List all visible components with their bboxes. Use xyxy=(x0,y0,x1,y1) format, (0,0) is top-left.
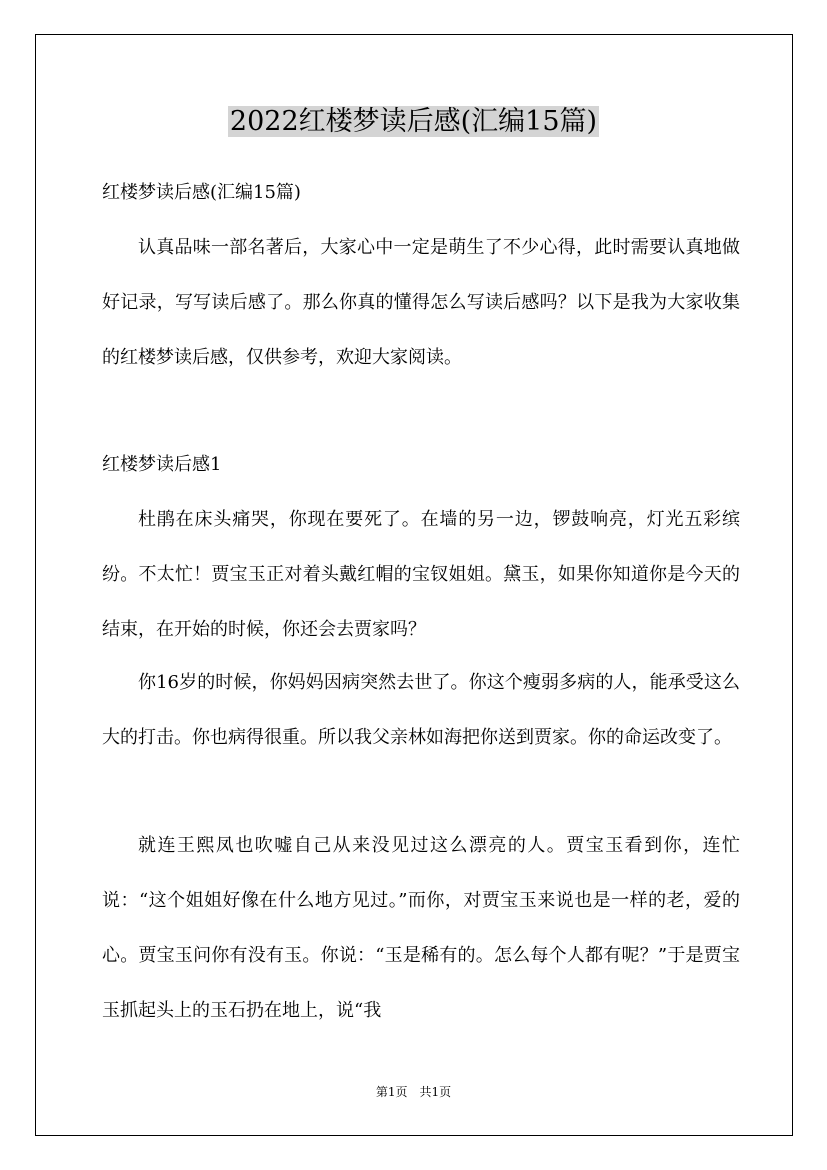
paragraph-block-2 xyxy=(102,655,740,765)
body-paragraph: 你16岁的时候，你妈妈因病突然去世了。你这个瘦弱多病的人，能承受这么大的打击。你也病得很重。所以我父亲林如海把你送到贾家。你的命运改变了。 xyxy=(102,672,740,748)
page-footer xyxy=(0,1083,827,1101)
intro-block xyxy=(102,220,740,385)
page-number: 第1页 共1页 xyxy=(375,1085,452,1099)
body-paragraph: 杜鹃在床头痛哭，你现在要死了。在墙的另一边，锣鼓响亮，灯光五彩缤纷。不太忙！贾宝玉正对着头戴红帽的宝钗姐姐。黛玉，如果你知道你是今天的结束，在开始的时候，你还会去贾家吗？ xyxy=(102,509,740,640)
section-heading: 红楼梦读后感1 xyxy=(102,454,222,475)
paragraph-block-1 xyxy=(102,492,740,657)
body-paragraph: 就连王熙凤也吹嘘自己从来没见过这么漂亮的人。贾宝玉看到你，连忙说：“这个姐姐好像在什么地方见过。”而你，对贾宝玉来说也是一样的老，爱的心。贾宝玉问你有没有玉。你说：“玉是稀有的。怎么每个人都有呢？”于是贾宝玉抓起头上的玉石扔在地上，说“我 xyxy=(102,835,740,1021)
document-title: 2022红楼梦读后感(汇编15篇) xyxy=(229,106,598,137)
document-subtitle: 红楼梦读后感(汇编15篇) xyxy=(102,182,301,203)
intro-paragraph: 认真品味一部名著后，大家心中一定是萌生了不少心得，此时需要认真地做好记录，写写读后感了。那么你真的懂得怎么写读后感吗？以下是我为大家收集的红楼梦读后感，仅供参考，欢迎大家阅读。 xyxy=(102,237,740,368)
document-title-block xyxy=(0,100,827,144)
paragraph-block-3 xyxy=(102,818,740,1038)
